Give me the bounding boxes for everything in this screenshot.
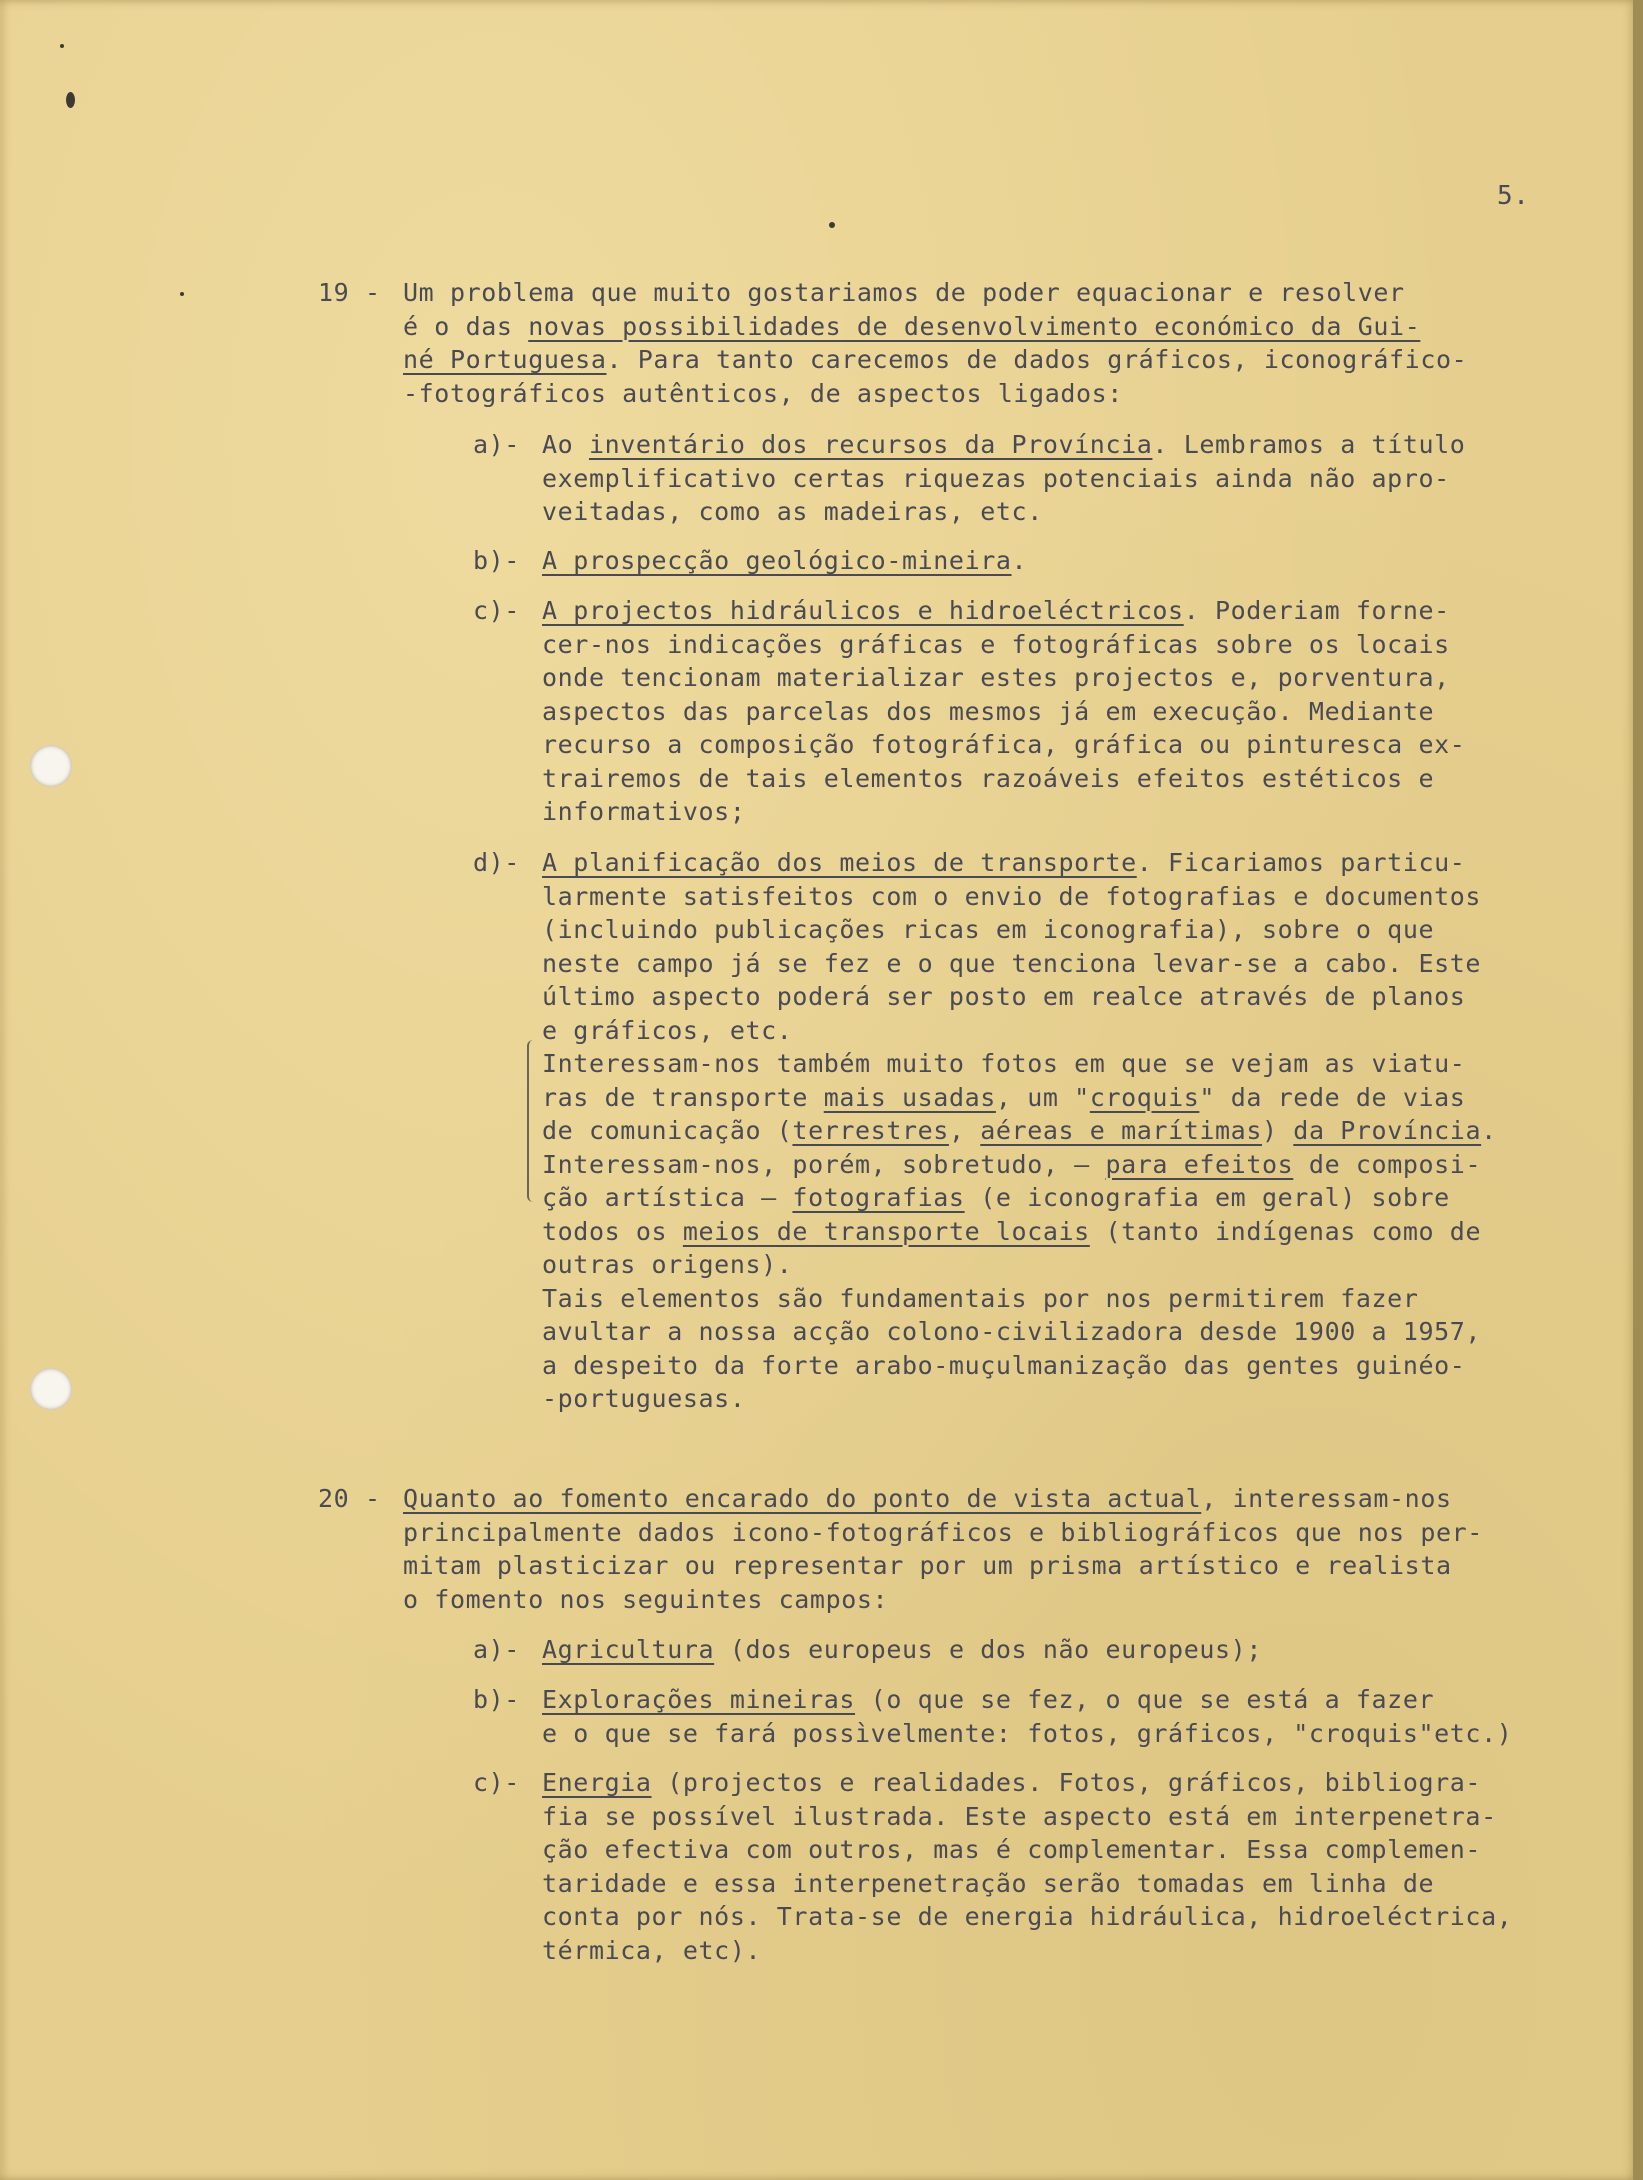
text-segment: veitadas, como as madeiras, etc. bbox=[542, 497, 1043, 526]
text-segment: ) bbox=[1261, 1116, 1294, 1145]
underlined-text: mais usadas bbox=[823, 1082, 996, 1112]
text-line bbox=[542, 661, 1465, 695]
section-intro bbox=[403, 1482, 1483, 1616]
text-line bbox=[542, 1114, 1497, 1148]
item-label: b)- bbox=[473, 546, 520, 575]
text-line bbox=[542, 495, 1465, 529]
text-segment: informativos; bbox=[542, 797, 746, 826]
text-segment: outras origens). bbox=[542, 1250, 793, 1279]
underlined-text: terrestres bbox=[792, 1116, 949, 1145]
underlined-text: A planificação dos meios de transporte bbox=[542, 848, 1137, 877]
text-line bbox=[542, 1867, 1512, 1901]
text-segment: (projectos e realidades. Fotos, gráficos, bibliogra- bbox=[651, 1768, 1482, 1797]
text-segment: principalmente dados icono-fotográficos e bibliográficos que nos per- bbox=[403, 1517, 1483, 1547]
text-line bbox=[542, 728, 1465, 762]
text-line bbox=[542, 428, 1465, 462]
item-text bbox=[542, 1683, 1512, 1750]
text-line bbox=[542, 1633, 1262, 1667]
text-line bbox=[403, 310, 1467, 344]
underlined-text: fotografias bbox=[792, 1183, 965, 1212]
text-segment: (incluindo publicações ricas em iconografia), sobre o que bbox=[542, 915, 1435, 944]
text-segment: cer-nos indicações gráficas e fotográficas sobre os locais bbox=[542, 629, 1450, 659]
text-segment: , bbox=[948, 1116, 981, 1145]
ink-speck bbox=[180, 292, 184, 296]
text-segment: . Poderiam forne- bbox=[1183, 596, 1450, 625]
page-number: 5. bbox=[1497, 181, 1530, 211]
item-label: b)- bbox=[473, 1685, 520, 1714]
text-line bbox=[542, 462, 1465, 496]
page-edge bbox=[1633, 0, 1643, 2180]
text-segment: . bbox=[1481, 1116, 1497, 1145]
margin-bracket bbox=[527, 1040, 539, 1202]
text-line bbox=[403, 377, 1467, 411]
text-segment: a despeito da forte arabo-muçulmanização das gentes guinéo- bbox=[542, 1350, 1466, 1380]
underlined-text: croquis bbox=[1089, 1082, 1200, 1112]
text-line bbox=[542, 695, 1465, 729]
text-line bbox=[403, 1482, 1483, 1516]
text-segment: Interessam-nos também muito fotos em que se vejam as viatu- bbox=[542, 1049, 1466, 1078]
text-segment: -fotográficos autênticos, de aspectos ligados: bbox=[403, 378, 1123, 408]
text-line bbox=[542, 880, 1497, 914]
text-line bbox=[542, 1766, 1512, 1800]
text-line bbox=[542, 762, 1465, 796]
underlined-text: Explorações mineiras bbox=[542, 1685, 856, 1714]
text-line bbox=[542, 1282, 1497, 1316]
text-segment: taridade e essa interpenetração serão tomadas em linha de bbox=[542, 1868, 1435, 1898]
text-line bbox=[542, 594, 1465, 628]
text-segment: mitam plasticizar ou representar por um prisma artístico e realista bbox=[403, 1551, 1452, 1580]
text-line bbox=[542, 1315, 1497, 1349]
section-intro bbox=[403, 276, 1467, 410]
underlined-text: aéreas e marítimas bbox=[980, 1116, 1262, 1145]
underlined-text: né Portuguesa bbox=[403, 345, 607, 374]
underlined-text: Energia bbox=[542, 1768, 652, 1797]
ink-speck bbox=[66, 92, 75, 108]
item-label: c)- bbox=[473, 596, 520, 625]
text-segment: térmica, etc). bbox=[542, 1935, 762, 1965]
text-segment: trairemos de tais elementos razoáveis efeitos estéticos e bbox=[542, 763, 1435, 793]
text-segment: e o que se fará possìvelmente: fotos, gráficos, "croquis"etc.) bbox=[542, 1718, 1513, 1748]
text-line bbox=[542, 1683, 1512, 1717]
item-text bbox=[542, 428, 1465, 529]
text-segment: onde tencionam materializar estes projectos e, porventura, bbox=[542, 663, 1450, 692]
text-segment: todos os bbox=[542, 1216, 683, 1246]
text-segment: o fomento nos seguintes campos: bbox=[403, 1584, 889, 1614]
underlined-text: inventário dos recursos da Província bbox=[588, 430, 1153, 459]
text-segment: , um " bbox=[995, 1082, 1090, 1112]
text-segment: Tais elementos são fundamentais por nos permitirem fazer bbox=[542, 1283, 1419, 1313]
text-segment: (dos europeus e dos não europeus); bbox=[714, 1635, 1262, 1664]
section-number: 19 - bbox=[318, 278, 381, 307]
text-line bbox=[542, 1047, 1497, 1081]
underlined-text: Agricultura bbox=[542, 1635, 715, 1664]
text-line bbox=[542, 1181, 1497, 1215]
text-segment: e gráficos, etc. bbox=[542, 1015, 793, 1045]
item-label: a)- bbox=[473, 1635, 520, 1664]
text-segment: é o das bbox=[403, 311, 529, 341]
text-line bbox=[542, 1900, 1512, 1934]
underlined-text: A projectos hidráulicos e hidroeléctricos bbox=[542, 596, 1184, 625]
item-text bbox=[542, 846, 1497, 1416]
text-segment: neste campo já se fez e o que tenciona levar-se a cabo. Este bbox=[542, 948, 1482, 978]
text-line bbox=[542, 1349, 1497, 1383]
text-segment: (e iconografia em geral) sobre bbox=[964, 1183, 1450, 1212]
text-line bbox=[403, 1583, 1483, 1617]
text-segment: Um problema que muito gostariamos de poder equacionar e resolver bbox=[403, 278, 1405, 307]
text-segment: . Para tanto carecemos de dados gráficos, iconográfico- bbox=[606, 345, 1468, 374]
text-segment: fia se possível ilustrada. Este aspecto está em interpenetra- bbox=[542, 1801, 1497, 1831]
ink-speck bbox=[60, 44, 64, 48]
underlined-text: A prospecção geológico-mineira bbox=[542, 546, 1012, 575]
text-segment: (tanto indígenas como de bbox=[1089, 1216, 1482, 1246]
text-line bbox=[542, 1148, 1497, 1182]
item-text bbox=[542, 544, 1027, 578]
ink-speck bbox=[829, 222, 835, 228]
text-segment: ras de transporte bbox=[542, 1082, 824, 1112]
text-line bbox=[403, 276, 1467, 310]
text-line bbox=[542, 1248, 1497, 1282]
text-segment: de comunicação ( bbox=[542, 1116, 793, 1145]
punch-hole-bottom bbox=[30, 1368, 72, 1410]
text-line bbox=[542, 1081, 1497, 1115]
text-segment: Ao bbox=[542, 430, 589, 459]
punch-hole-top bbox=[30, 745, 72, 787]
text-line bbox=[542, 1215, 1497, 1249]
underlined-text: Quanto ao fomento encarado do ponto de vista actual bbox=[403, 1484, 1202, 1513]
underlined-text: da Província bbox=[1293, 1116, 1482, 1145]
text-segment: larmente satisfeitos com o envio de fotografias e documentos bbox=[542, 881, 1482, 911]
text-segment: . Ficariamos particu- bbox=[1136, 848, 1466, 877]
text-line bbox=[542, 846, 1497, 880]
text-segment: Interessam-nos, porém, sobretudo, — bbox=[542, 1149, 1106, 1179]
text-segment: de composi- bbox=[1293, 1149, 1482, 1179]
text-line bbox=[542, 980, 1497, 1014]
text-segment: conta por nós. Trata-se de energia hidráulica, hidroeléctrica, bbox=[542, 1902, 1513, 1931]
text-line bbox=[542, 1800, 1512, 1834]
text-segment: avultar a nossa acção colono-civilizadora desde 1900 a 1957, bbox=[542, 1317, 1482, 1346]
text-line bbox=[403, 343, 1467, 377]
text-line bbox=[542, 795, 1465, 829]
item-text bbox=[542, 1766, 1512, 1967]
text-line bbox=[542, 1382, 1497, 1416]
text-segment: ção efectiva com outros, mas é complementar. Essa complemen- bbox=[542, 1835, 1482, 1864]
underlined-text: novas possibilidades de desenvolvimento económico da Gui- bbox=[528, 311, 1421, 341]
item-text bbox=[542, 1633, 1262, 1667]
text-line bbox=[542, 913, 1497, 947]
text-segment: " da rede de vias bbox=[1199, 1082, 1466, 1112]
text-line bbox=[542, 1833, 1512, 1867]
underlined-text: para efeitos bbox=[1105, 1149, 1294, 1179]
item-label: a)- bbox=[473, 430, 520, 459]
text-segment: . bbox=[1011, 546, 1028, 575]
text-line bbox=[542, 1717, 1512, 1751]
text-line bbox=[542, 1934, 1512, 1968]
text-segment: (o que se fez, o que se está a fazer bbox=[855, 1685, 1435, 1714]
text-segment: exemplificativo certas riquezas potenciais ainda não apro- bbox=[542, 463, 1450, 493]
item-label: d)- bbox=[473, 848, 520, 877]
text-segment: recurso a composição fotográfica, gráfica ou pinturesca ex- bbox=[542, 730, 1466, 759]
text-segment: aspectos das parcelas dos mesmos já em execução. Mediante bbox=[542, 696, 1435, 726]
text-line bbox=[542, 1014, 1497, 1048]
section-number: 20 - bbox=[318, 1484, 381, 1513]
text-segment: , interessam-nos bbox=[1201, 1484, 1452, 1513]
text-line bbox=[542, 947, 1497, 981]
item-label: c)- bbox=[473, 1768, 520, 1797]
text-line bbox=[542, 544, 1027, 578]
text-segment: . Lembramos a título bbox=[1152, 430, 1466, 459]
text-line bbox=[403, 1549, 1483, 1583]
item-text bbox=[542, 594, 1465, 829]
underlined-text: meios de transporte locais bbox=[682, 1216, 1090, 1246]
text-segment: último aspecto poderá ser posto em realce através de planos bbox=[542, 982, 1466, 1011]
text-line bbox=[542, 628, 1465, 662]
text-segment: -portuguesas. bbox=[542, 1384, 746, 1413]
text-line bbox=[403, 1516, 1483, 1550]
text-segment: ção artística — bbox=[542, 1183, 793, 1212]
